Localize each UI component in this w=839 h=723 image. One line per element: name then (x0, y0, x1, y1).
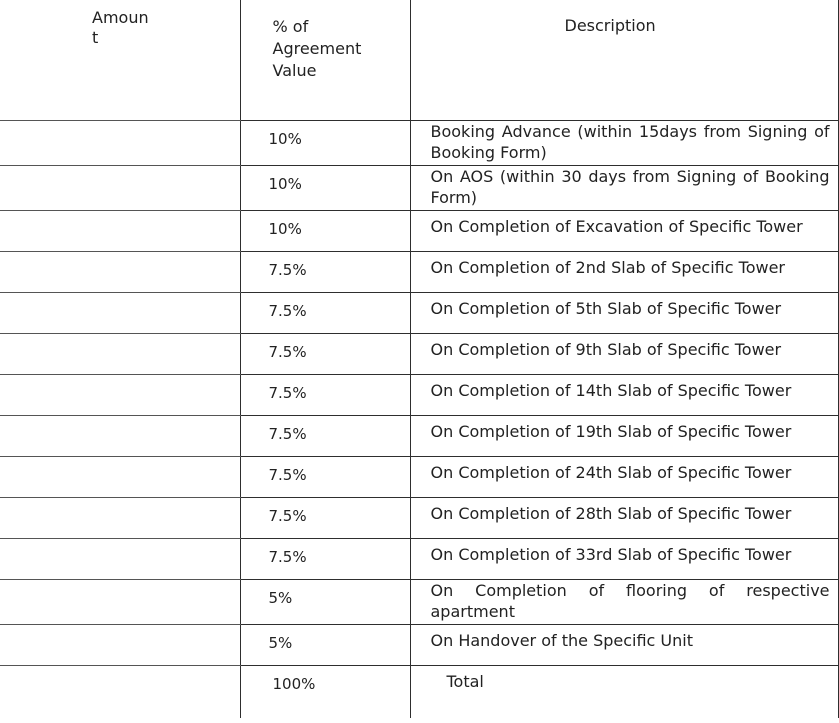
percent-cell: 5% (240, 580, 410, 625)
description-cell: Booking Advance (within 15days from Signing of Booking Form) (410, 121, 838, 166)
description-cell: On Completion of 9th Slab of Specific Tower (410, 334, 838, 375)
table-row (0, 457, 838, 498)
total-label-cell: Total (410, 666, 838, 719)
amount-cell (0, 666, 240, 719)
description-cell: On Completion of 33rd Slab of Specific Tower (410, 539, 838, 580)
percent-cell: 7.5% (240, 539, 410, 580)
percent-cell: 10% (240, 166, 410, 211)
percent-cell: 7.5% (240, 334, 410, 375)
table-row (0, 625, 838, 666)
amount-cell (0, 416, 240, 457)
header-row (0, 0, 838, 121)
description-cell: On Completion of 19th Slab of Specific Tower (410, 416, 838, 457)
total-row (0, 666, 838, 719)
amount-cell (0, 625, 240, 666)
description-cell: On Completion of 24th Slab of Specific Tower (410, 457, 838, 498)
amount-cell (0, 121, 240, 166)
amount-cell (0, 580, 240, 625)
percent-cell: 7.5% (240, 416, 410, 457)
description-cell: On Completion of 2nd Slab of Specific Tower (410, 252, 838, 293)
description-cell: On Handover of the Specific Unit (410, 625, 838, 666)
description-cell: On Completion of Excavation of Specific Tower (410, 211, 838, 252)
table-row (0, 166, 838, 211)
description-cell: On AOS (within 30 days from Signing of Booking Form) (410, 166, 838, 211)
total-percent-cell: 100% (240, 666, 410, 719)
amount-cell (0, 252, 240, 293)
percent-cell: 7.5% (240, 252, 410, 293)
amount-cell (0, 166, 240, 211)
amount-cell (0, 211, 240, 252)
percent-cell: 7.5% (240, 293, 410, 334)
table-row (0, 211, 838, 252)
amount-cell (0, 375, 240, 416)
amount-cell (0, 539, 240, 580)
table-row (0, 293, 838, 334)
column-header-description: Description (410, 0, 838, 121)
percent-cell: 5% (240, 625, 410, 666)
table-row (0, 252, 838, 293)
table-row (0, 334, 838, 375)
percent-cell: 10% (240, 121, 410, 166)
column-header-percent: % of Agreement Value (240, 0, 410, 121)
amount-cell (0, 293, 240, 334)
amount-cell (0, 457, 240, 498)
percent-cell: 7.5% (240, 375, 410, 416)
amount-cell (0, 498, 240, 539)
description-cell: On Completion of 28th Slab of Specific Tower (410, 498, 838, 539)
table-row (0, 416, 838, 457)
description-cell: On Completion of 5th Slab of Specific Tower (410, 293, 838, 334)
table-row (0, 121, 838, 166)
column-header-amount: Amount (0, 0, 240, 121)
table-row (0, 498, 838, 539)
table-row (0, 539, 838, 580)
description-cell: On Completion of flooring of respective apartment (410, 580, 838, 625)
table-row (0, 375, 838, 416)
percent-cell: 7.5% (240, 498, 410, 539)
amount-cell (0, 334, 240, 375)
table-row (0, 580, 838, 625)
percent-cell: 10% (240, 211, 410, 252)
percent-cell: 7.5% (240, 457, 410, 498)
description-cell: On Completion of 14th Slab of Specific Tower (410, 375, 838, 416)
